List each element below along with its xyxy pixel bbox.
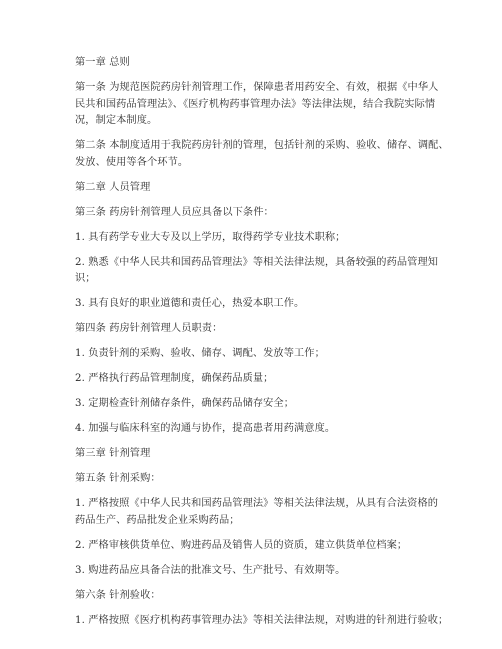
paragraph <box>75 538 435 555</box>
text-line: 第四条 药房针剂管理人员职责： <box>75 323 223 334</box>
text-line: 3. 购进药品应具备合法的批准文号、生产批号、有效期等。 <box>75 564 346 576</box>
text-line: 1. 具有药学专业大专及以上学历，取得药学专业技术职称； <box>75 231 346 243</box>
paragraph <box>75 421 435 438</box>
paragraph <box>75 346 435 363</box>
paragraph <box>75 80 439 130</box>
text-line: 第三条 药房针剂管理人员应具备以下条件： <box>75 206 274 218</box>
text-line: 第一条 为规范医院药房针剂管理工作，保障患者用药安全、有效，根据《中华人 <box>75 82 439 93</box>
text-line: 4. 加强与临床科室的沟通与协作，提高患者用药满意度。 <box>75 423 336 434</box>
text-line: 第一章 总则 <box>75 57 130 68</box>
paragraph <box>75 180 435 197</box>
text-line: 第二章 人员管理 <box>75 181 151 193</box>
paragraph <box>75 471 435 488</box>
paragraph <box>75 296 435 313</box>
text-line: 第三章 针剂管理 <box>75 448 151 459</box>
text-line: 第六条 针剂验收： <box>75 589 161 601</box>
paragraph <box>75 496 439 529</box>
text-line: 民共和国药品管理法》、《医疗机构药事管理办法》等法律法规，结合我院实际情 <box>75 98 436 110</box>
paragraph <box>75 55 435 72</box>
paragraph <box>75 588 435 605</box>
paragraph <box>75 255 439 288</box>
text-line: 1. 严格按照《医疗机构药事管理办法》等相关法律法规，对购进的针剂进行验收； <box>75 614 449 626</box>
text-line: 2. 严格执行药品管理制度，确保药品质量； <box>75 373 274 384</box>
text-line: 药品生产、药品批发企业采购药品； <box>75 514 240 526</box>
text-line: 1. 严格按照《中华人民共和国药品管理法》等相关法律法规，从具有合法资格的 <box>75 498 439 509</box>
paragraph <box>75 138 449 171</box>
paragraph <box>75 371 435 388</box>
paragraph <box>75 563 435 580</box>
paragraph <box>75 205 435 222</box>
text-line: 第二条 本制度适用于我院药房针剂的管理，包括针剂的采购、验收、储存、调配、 <box>75 140 449 151</box>
text-line: 2. 严格审核供货单位、购进药品及销售人员的资质，建立供货单位档案； <box>75 539 408 551</box>
text-line: 3. 定期检查针剂储存条件，确保药品储存安全； <box>75 398 295 409</box>
paragraph <box>75 230 435 247</box>
text-line: 况，制定本制度。 <box>75 115 158 126</box>
text-line: 2. 熟悉《中华人民共和国药品管理法》等相关法律法规，具备较强的药品管理知 <box>75 256 439 268</box>
paragraph <box>75 613 449 630</box>
text-line: 1. 负责针剂的采购、验收、储存、调配、发放等工作； <box>75 348 325 359</box>
paragraph <box>75 396 435 413</box>
text-line: 第五条 针剂采购： <box>75 473 161 484</box>
paragraph <box>75 321 435 338</box>
text-line: 识； <box>75 273 96 284</box>
paragraph <box>75 446 435 463</box>
text-line: 3. 具有良好的职业道德和责任心，热爱本职工作。 <box>75 298 305 309</box>
text-line: 发放、使用等各个环节。 <box>75 156 189 168</box>
document-body <box>75 55 449 638</box>
